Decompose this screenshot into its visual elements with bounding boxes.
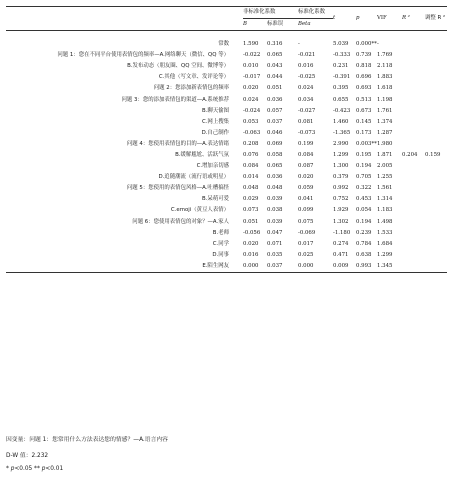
cell-r2 — [402, 117, 425, 128]
cell-b: 0.024 — [243, 96, 259, 103]
cell-beta: -0.025 — [298, 74, 316, 81]
cell-vif: 1.684 — [377, 240, 393, 247]
cell-t: 1.929 — [333, 207, 349, 214]
cell-r2 — [402, 239, 425, 250]
row-label: B.聊天偷图 — [202, 107, 229, 114]
cell-r2 — [402, 84, 425, 95]
cell-se: 0.043 — [267, 63, 283, 70]
cell-r2 — [402, 61, 425, 72]
table-row — [6, 261, 447, 273]
cell-r2 — [402, 195, 425, 206]
row-label: B.老师 — [212, 229, 229, 236]
cell-b: 0.048 — [243, 185, 259, 192]
table-row — [6, 61, 447, 72]
cell-adj — [425, 172, 447, 183]
cell-t: 0.655 — [333, 96, 349, 103]
cell-t: 2.990 — [333, 140, 349, 147]
regression-table — [6, 6, 447, 273]
dependent-variable-note: 因变量：问题 1：您常用什么方法表达您的情感？—A.语言内容 — [6, 437, 168, 443]
cell-t: 0.471 — [333, 251, 349, 258]
cell-p: 0.194 — [356, 163, 372, 170]
cell-r2 — [402, 250, 425, 261]
cell-vif: 1.374 — [377, 118, 393, 125]
table-row — [6, 95, 447, 106]
cell-t: 0.231 — [333, 63, 349, 70]
row-label: 问题 4：您使用表情包的目的—A.表达情绪 — [126, 140, 229, 147]
cell-se: 0.316 — [267, 41, 283, 48]
row-label: C.网上搜集 — [201, 118, 229, 125]
cell-t: 0.379 — [333, 174, 349, 181]
cell-se: 0.046 — [267, 129, 283, 136]
cell-b: 0.084 — [243, 163, 259, 170]
cell-se: 0.065 — [267, 163, 283, 170]
cell-r2 — [402, 50, 425, 61]
cell-vif: 1.299 — [377, 251, 393, 258]
cell-t: -0.333 — [333, 52, 351, 59]
cell-b: 0.000 — [243, 261, 267, 273]
cell-p: 0.173 — [356, 129, 372, 136]
cell-se: 0.039 — [267, 196, 283, 203]
table-row — [6, 250, 447, 261]
cell-beta: 0.017 — [298, 240, 314, 247]
cell-r2 — [402, 261, 425, 273]
cell-r2: 0.204 — [402, 151, 418, 158]
row-label: E.陌生网友 — [6, 261, 243, 273]
se-header: 标准误 — [267, 19, 298, 31]
row-label: C.同学 — [212, 240, 229, 247]
cell-adj — [425, 84, 447, 95]
row-label: B.缓解尴尬、活跃气氛 — [175, 151, 229, 158]
cell-t: 0.009 — [333, 261, 356, 273]
cell-r2 — [402, 139, 425, 150]
cell-beta: -0.021 — [298, 52, 316, 59]
unstandardized-header: 非标准化系数 — [243, 7, 298, 19]
dw-value-note: D-W 值：2.232 — [6, 453, 49, 459]
cell-se: 0.036 — [267, 96, 283, 103]
cell-t: 0.395 — [333, 85, 349, 92]
cell-se: 0.057 — [267, 107, 283, 114]
cell-beta: - — [298, 41, 300, 48]
cell-adj — [425, 206, 447, 217]
row-label: 常数 — [218, 41, 229, 48]
cell-r2 — [402, 39, 425, 50]
cell-adj — [425, 161, 447, 172]
cell-adj — [425, 239, 447, 250]
cell-vif: 1.871 — [377, 151, 393, 158]
cell-p: 0.453 — [356, 196, 372, 203]
vif-header: VIF — [377, 7, 402, 31]
table-row — [6, 139, 447, 150]
row-label: D.追随潮流（流行语或明星） — [158, 174, 229, 181]
cell-adj — [425, 183, 447, 194]
p-header: p — [356, 7, 377, 31]
cell-adj — [425, 128, 447, 139]
cell-se: 0.039 — [267, 218, 283, 225]
cell-r2 — [402, 172, 425, 183]
cell-vif: 1.498 — [377, 218, 393, 225]
cell-t: -0.423 — [333, 107, 351, 114]
table-row — [6, 228, 447, 239]
cell-adj — [425, 50, 447, 61]
cell-p: 0.194 — [356, 218, 372, 225]
cell-beta: -0.027 — [298, 107, 316, 114]
cell-vif: 1.198 — [377, 96, 393, 103]
cell-p: 0.784 — [356, 240, 372, 247]
cell-se: 0.048 — [267, 185, 283, 192]
table-body — [6, 39, 447, 272]
cell-vif: 2.005 — [377, 163, 393, 170]
row-label: C.emoji（黄豆人表情） — [170, 207, 229, 214]
cell-p: 0.195 — [356, 151, 372, 158]
beta-header: Beta — [298, 19, 333, 31]
cell-b: -0.022 — [243, 52, 261, 59]
row-label: 问题 5：您使用的表情包风格—A.吐槽搞怪 — [126, 185, 229, 192]
b-header: B — [243, 19, 267, 31]
table-row — [6, 50, 447, 61]
cell-adj — [425, 39, 447, 50]
table-row — [6, 239, 447, 250]
cell-adj — [425, 195, 447, 206]
cell-b: 0.010 — [243, 63, 259, 70]
header-row-groups — [6, 7, 447, 19]
cell-adj — [425, 106, 447, 117]
cell-r2 — [402, 228, 425, 239]
cell-b: 0.053 — [243, 118, 259, 125]
cell-se: 0.036 — [267, 174, 283, 181]
row-label: 问题 1：您在不同平台使用表情包的频率—A.网络聊天（微信、QQ 等） — [57, 52, 229, 59]
cell-vif: 1.761 — [377, 107, 393, 114]
row-label: C.其他（写文章、发评论等） — [158, 74, 229, 81]
cell-t: 0.752 — [333, 196, 349, 203]
cell-adj — [425, 95, 447, 106]
cell-p: 0.818 — [356, 63, 372, 70]
cell-r2 — [402, 128, 425, 139]
cell-t: -0.391 — [333, 74, 351, 81]
cell-r2 — [402, 95, 425, 106]
cell-se: 0.038 — [267, 207, 283, 214]
cell-p: 0.705 — [356, 174, 372, 181]
cell-p: 0.693 — [356, 85, 372, 92]
cell-se: 0.044 — [267, 74, 283, 81]
cell-se: 0.035 — [267, 251, 283, 258]
cell-se: 0.037 — [267, 261, 298, 273]
cell-vif: 1.769 — [377, 52, 393, 59]
cell-adj — [425, 117, 447, 128]
cell-beta: 0.081 — [298, 118, 314, 125]
cell-se: 0.051 — [267, 85, 283, 92]
table-row — [6, 217, 447, 228]
cell-beta: 0.025 — [298, 251, 314, 258]
cell-beta: 0.059 — [298, 185, 314, 192]
cell-b: 0.014 — [243, 174, 259, 181]
cell-p: 0.322 — [356, 185, 372, 192]
cell-t: -1.365 — [333, 129, 351, 136]
cell-b: 0.076 — [243, 151, 259, 158]
cell-t: 1.302 — [333, 218, 349, 225]
cell-vif: 1.183 — [377, 207, 393, 214]
cell-beta: 0.016 — [298, 63, 314, 70]
cell-vif: 1.883 — [377, 74, 393, 81]
cell-p: 0.513 — [356, 96, 372, 103]
table-row — [6, 128, 447, 139]
standardized-header: 标准化系数 — [298, 7, 333, 19]
row-label: C.增加亲切感 — [196, 163, 229, 170]
cell-vif: 1.255 — [377, 174, 393, 181]
cell-beta: 0.024 — [298, 85, 314, 92]
table-row — [6, 39, 447, 50]
cell-adj — [425, 228, 447, 239]
cell-adj — [425, 261, 447, 273]
cell-vif: 1.345 — [377, 261, 402, 273]
cell-b: 0.208 — [243, 140, 259, 147]
cell-beta: 0.084 — [298, 151, 314, 158]
cell-t: 1.460 — [333, 118, 349, 125]
cell-p: 0.003** — [356, 140, 377, 147]
cell-beta: 0.087 — [298, 163, 314, 170]
cell-vif: 1.618 — [377, 85, 393, 92]
table-row — [6, 72, 447, 83]
cell-vif: 1.287 — [377, 129, 393, 136]
cell-r2 — [402, 72, 425, 83]
cell-r2 — [402, 183, 425, 194]
cell-t: 0.274 — [333, 240, 349, 247]
cell-beta: 0.034 — [298, 96, 314, 103]
row-label: 问题 2：您添加新表情包的频率 — [153, 85, 229, 92]
cell-b: 0.020 — [243, 85, 259, 92]
cell-adj — [425, 61, 447, 72]
cell-t: -1.180 — [333, 229, 351, 236]
cell-se: 0.065 — [267, 52, 283, 59]
table-row — [6, 161, 447, 172]
table-row — [6, 84, 447, 95]
cell-vif: 1.314 — [377, 196, 393, 203]
table-row — [6, 183, 447, 194]
cell-p: 0.239 — [356, 229, 372, 236]
cell-beta: 0.020 — [298, 174, 314, 181]
cell-b: 0.029 — [243, 196, 259, 203]
cell-b: 0.073 — [243, 207, 259, 214]
t-header: t — [333, 7, 356, 31]
cell-p: 0.696 — [356, 74, 372, 81]
cell-b: 0.020 — [243, 240, 259, 247]
row-label: 问题 6：您使用表情包的对象？—A.家人 — [132, 218, 229, 225]
cell-se: 0.047 — [267, 229, 283, 236]
cell-vif: - — [377, 41, 379, 48]
cell-r2 — [402, 106, 425, 117]
adj-r2-header: 调整 R ² — [425, 7, 447, 31]
cell-p: 0.145 — [356, 118, 372, 125]
cell-p: 0.673 — [356, 107, 372, 114]
row-label: B.发布动态（朋友圈、QQ 空间、微博等） — [127, 63, 229, 70]
cell-vif: 1.980 — [377, 140, 393, 147]
row-label: 问题 3：您的添加表情包的渠道—A.系统推荐 — [121, 96, 229, 103]
table-row — [6, 106, 447, 117]
cell-p: 0.054 — [356, 207, 372, 214]
cell-b: -0.024 — [243, 107, 261, 114]
cell-p: 0.993 — [356, 261, 377, 273]
cell-b: -0.063 — [243, 129, 261, 136]
cell-beta: 0.099 — [298, 207, 314, 214]
cell-b: 0.051 — [243, 218, 259, 225]
cell-beta: 0.199 — [298, 140, 314, 147]
cell-se: 0.058 — [267, 151, 283, 158]
cell-r2 — [402, 217, 425, 228]
cell-vif: 1.533 — [377, 229, 393, 236]
cell-vif: 2.118 — [377, 63, 393, 70]
cell-b: -0.056 — [243, 229, 261, 236]
cell-se: 0.071 — [267, 240, 283, 247]
cell-b: -0.017 — [243, 74, 261, 81]
cell-r2 — [402, 206, 425, 217]
cell-adj — [425, 139, 447, 150]
cell-se: 0.069 — [267, 140, 283, 147]
table-row — [6, 195, 447, 206]
cell-p: 0.000** — [356, 41, 377, 48]
cell-beta: 0.000 — [298, 261, 333, 273]
row-label: D.同事 — [212, 251, 229, 258]
r2-header: R ² — [402, 7, 425, 31]
row-label: D.自己制作 — [201, 129, 229, 136]
cell-vif: 1.561 — [377, 185, 393, 192]
cell-beta: -0.069 — [298, 229, 316, 236]
cell-t: 1.299 — [333, 151, 349, 158]
cell-b: 1.590 — [243, 41, 259, 48]
cell-adj — [425, 217, 447, 228]
cell-p: 0.739 — [356, 52, 372, 59]
cell-beta: 0.075 — [298, 218, 314, 225]
table-row — [6, 150, 447, 161]
table-row — [6, 117, 447, 128]
cell-b: 0.016 — [243, 251, 259, 258]
row-label: B.呆萌可爱 — [202, 196, 229, 203]
cell-adj — [425, 250, 447, 261]
table-row — [6, 172, 447, 183]
significance-note: * p<0.05 ** p<0.01 — [6, 466, 64, 472]
cell-adj — [425, 72, 447, 83]
cell-p: 0.638 — [356, 251, 372, 258]
cell-adj: 0.159 — [425, 151, 441, 158]
cell-beta: -0.073 — [298, 129, 316, 136]
cell-t: 0.992 — [333, 185, 349, 192]
cell-beta: 0.041 — [298, 196, 314, 203]
table-row — [6, 206, 447, 217]
cell-r2 — [402, 161, 425, 172]
cell-se: 0.037 — [267, 118, 283, 125]
cell-t: 5.039 — [333, 41, 349, 48]
cell-t: 1.300 — [333, 163, 349, 170]
